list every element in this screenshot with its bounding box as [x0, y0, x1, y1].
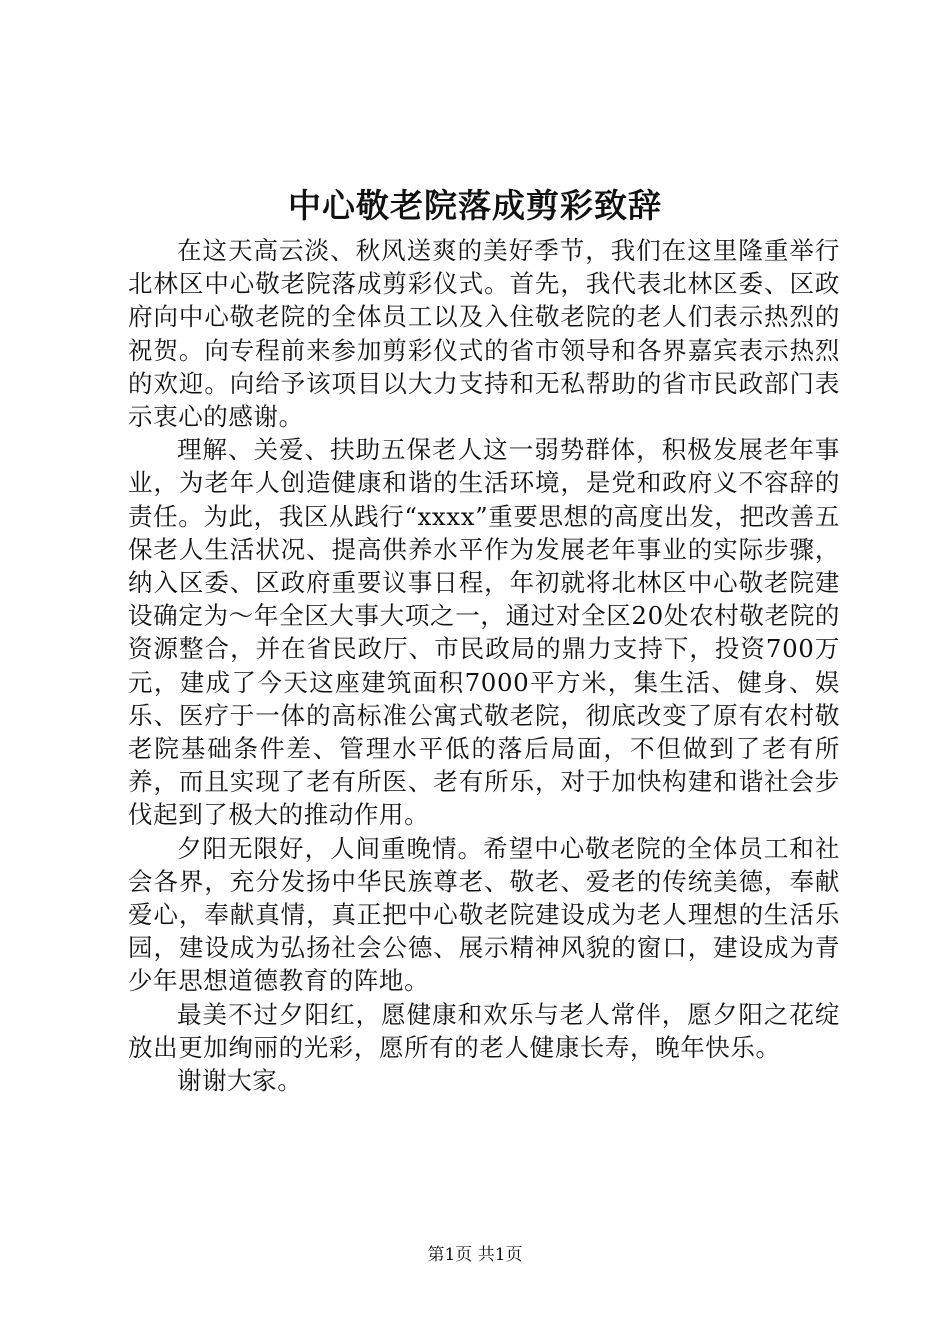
- paragraph-thanks: 谢谢大家。: [177, 1066, 303, 1096]
- paragraph-opening: 在这天高云淡、秋风送爽的美好季节，我们在这里隆重举行北林区中心敬老院落成剪彩仪式。首先，我代表北林区委、区政府向中心敬老院的全体员工以及入住敬老院的老人们表示热烈的祝贺。向专程前来参加剪彩仪式的省市领导和各界嘉宾表示热烈的欢迎。向给予该项目以大力支持和无私帮助的省市民政部门表示衷心的感谢。: [128, 236, 840, 432]
- document-body: [128, 234, 840, 1097]
- paragraph-hope: 夕阳无限好，人间重晚情。希望中心敬老院的全体员工和社会各界，充分发扬中华民族尊老、敬老、爱老的传统美德，奉献爱心，奉献真情，真正把中心敬老院建设成为老人理想的生活乐园，建设成为弘扬社会公德、展示精神风貌的窗口，建设成为青少年思想道德教育的阵地。: [128, 833, 840, 996]
- page-number-footer: 第1页 共1页: [427, 1245, 523, 1265]
- document-title: 中心敬老院落成剪彩致辞: [288, 186, 662, 225]
- paragraph-wishes: 最美不过夕阳红，愿健康和欢乐与老人常伴，愿夕阳之花绽放出更加绚丽的光彩，愿所有的老人健康长寿，晚年快乐。: [128, 999, 840, 1062]
- paragraph-responsibility: 理解、关爱、扶助五保老人这一弱势群体，积极发展老年事业，为老年人创造健康和谐的生活环境，是党和政府义不容辞的责任。为此，我区从践行“xxxx”重要思想的高度出发，把改善五保老人生活状况、提高供养水平作为发展老年事业的实际步骤，纳入区委、区政府重要议事日程，年初就将北林区中心敬老院建设确定为～年全区大事大项之一，通过对全区20处农村敬老院的资源整合，并在省民政厅、市民政局的鼎力支持下，投资700万元，建成了今天这座建筑面积7000平方米，集生活、健身、娱乐、医疗于一体的高标准公寓式敬老院，彻底改变了原有农村敬老院基础条件差、管理水平低的落后局面，不但做到了老有所养，而且实现了老有所医、老有所乐，对于加快构建和谐社会步伐起到了极大的推动作用。: [128, 435, 840, 830]
